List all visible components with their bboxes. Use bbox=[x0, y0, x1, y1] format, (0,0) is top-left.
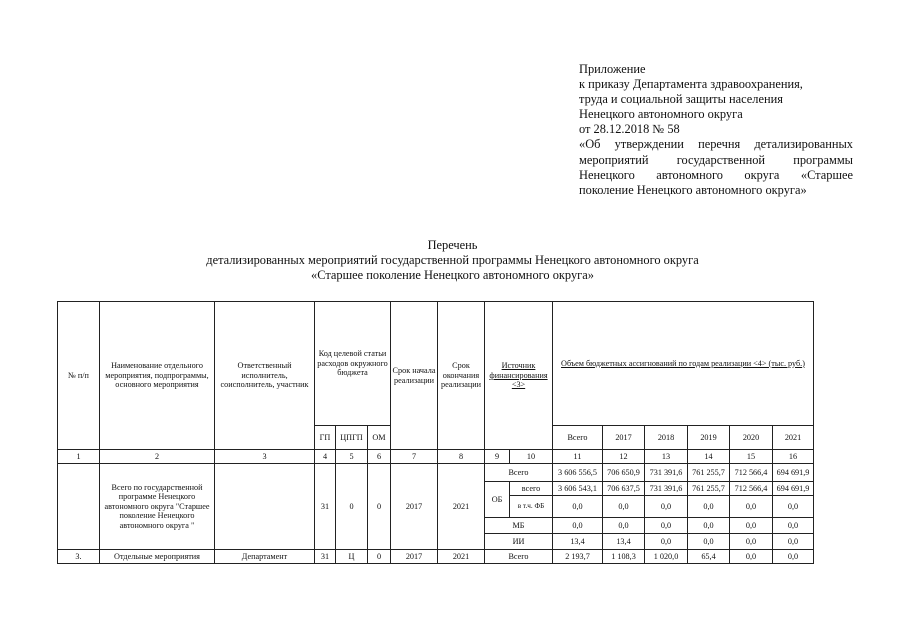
row3-gp: 31 bbox=[315, 550, 336, 564]
value-cell: 731 391,6 bbox=[645, 464, 688, 482]
col-number: 12 bbox=[603, 450, 645, 464]
value-cell: 1 108,3 bbox=[603, 550, 645, 564]
appendix-block bbox=[579, 62, 853, 198]
source-label: МБ bbox=[485, 518, 553, 534]
header-cpgp: ЦПГП bbox=[336, 426, 368, 450]
value-cell: 694 691,9 bbox=[773, 482, 814, 496]
col-number: 6 bbox=[368, 450, 391, 464]
value-cell: 0,0 bbox=[688, 534, 730, 550]
header-year: 2019 bbox=[688, 426, 730, 450]
row3-end: 2021 bbox=[438, 550, 485, 564]
value-cell: 0,0 bbox=[730, 534, 773, 550]
col-number: 14 bbox=[688, 450, 730, 464]
header-executor: Ответственный исполнитель, соисполнитель, участник bbox=[215, 302, 315, 450]
source-label: Всего bbox=[485, 464, 553, 482]
value-cell: 0,0 bbox=[603, 518, 645, 534]
header-year: 2017 bbox=[603, 426, 645, 450]
value-cell: 0,0 bbox=[730, 550, 773, 564]
value-cell: 0,0 bbox=[603, 496, 645, 518]
col-number: 15 bbox=[730, 450, 773, 464]
value-cell: 712 566,4 bbox=[730, 464, 773, 482]
header-num: № п/п bbox=[58, 302, 100, 450]
col-number: 11 bbox=[553, 450, 603, 464]
title-line: Перечень bbox=[427, 238, 478, 252]
total-om: 0 bbox=[368, 464, 391, 550]
appendix-line: Ненецкого автономного округа bbox=[579, 107, 743, 122]
value-cell: 3 606 543,1 bbox=[553, 482, 603, 496]
source-label: всего bbox=[510, 482, 553, 496]
value-cell: 0,0 bbox=[730, 496, 773, 518]
col-number: 5 bbox=[336, 450, 368, 464]
header-name: Наименование отдельного мероприятия, подпрограммы, основного мероприятия bbox=[100, 302, 215, 450]
document-title bbox=[0, 238, 905, 282]
row3-num: 3. bbox=[58, 550, 100, 564]
col-number: 13 bbox=[645, 450, 688, 464]
source-label: ИИ bbox=[485, 534, 553, 550]
value-cell: 0,0 bbox=[645, 518, 688, 534]
value-cell: 13,4 bbox=[553, 534, 603, 550]
total-end: 2021 bbox=[438, 464, 485, 550]
value-cell: 0,0 bbox=[645, 496, 688, 518]
row3-cpgp: Ц bbox=[336, 550, 368, 564]
appendix-line: Приложение bbox=[579, 62, 646, 76]
header-total: Всего bbox=[553, 426, 603, 450]
value-cell: 0,0 bbox=[773, 550, 814, 564]
row3-source: Всего bbox=[485, 550, 553, 564]
header-gp: ГП bbox=[315, 426, 336, 450]
col-number: 3 bbox=[215, 450, 315, 464]
value-cell: 13,4 bbox=[603, 534, 645, 550]
row3-om: 0 bbox=[368, 550, 391, 564]
header-code: Код целевой статьи расходов окружного бюджета bbox=[315, 302, 391, 426]
row3-name: Отдельные мероприятия bbox=[100, 550, 215, 564]
header-end: Срок окончания реализации bbox=[438, 302, 485, 450]
col-number: 9 bbox=[485, 450, 510, 464]
total-executor-cell bbox=[215, 464, 315, 550]
appendix-line: «Об утверждении перечня детализированных bbox=[579, 137, 853, 152]
measures-table bbox=[57, 301, 814, 564]
appendix-line: к приказу Департамента здравоохранения, bbox=[579, 77, 803, 92]
title-line: «Старшее поколение Ненецкого автономного округа» bbox=[311, 267, 594, 282]
header-year: 2021 bbox=[773, 426, 814, 450]
value-cell: 65,4 bbox=[688, 550, 730, 564]
total-start: 2017 bbox=[391, 464, 438, 550]
value-cell: 706 650,9 bbox=[603, 464, 645, 482]
ob-label: ОБ bbox=[485, 482, 510, 518]
value-cell: 0,0 bbox=[553, 518, 603, 534]
value-cell: 0,0 bbox=[688, 518, 730, 534]
value-cell: 0,0 bbox=[688, 496, 730, 518]
appendix-line: труда и социальной защиты населения bbox=[579, 92, 783, 107]
header-year: 2020 bbox=[730, 426, 773, 450]
header-start: Срок начала реализации bbox=[391, 302, 438, 450]
appendix-line: Ненецкого автономного округа «Старшее bbox=[579, 167, 853, 182]
row3-start: 2017 bbox=[391, 550, 438, 564]
col-number: 4 bbox=[315, 450, 336, 464]
total-program-name: Всего по государственной программе Ненецкого автономного округа "Старшее поколение Ненецкого автономного округа " bbox=[100, 464, 215, 550]
value-cell: 0,0 bbox=[773, 534, 814, 550]
source-label: в т.ч. ФБ bbox=[510, 496, 553, 518]
row3-executor: Департамент bbox=[215, 550, 315, 564]
col-number: 16 bbox=[773, 450, 814, 464]
value-cell: 2 193,7 bbox=[553, 550, 603, 564]
appendix-line: мероприятий государственной программы bbox=[579, 152, 853, 167]
value-cell: 761 255,7 bbox=[688, 482, 730, 496]
appendix-line: от 28.12.2018 № 58 bbox=[579, 122, 680, 137]
header-budget: Объем бюджетных ассигнований по годам реализации <4> (тыс. руб.) bbox=[553, 302, 814, 426]
value-cell: 731 391,6 bbox=[645, 482, 688, 496]
appendix-line: поколение Ненецкого автономного округа» bbox=[579, 182, 807, 197]
col-number: 1 bbox=[58, 450, 100, 464]
value-cell: 706 637,5 bbox=[603, 482, 645, 496]
col-number: 8 bbox=[438, 450, 485, 464]
header-sources: Источник финансирования <3> bbox=[485, 302, 553, 450]
value-cell: 0,0 bbox=[730, 518, 773, 534]
value-cell: 0,0 bbox=[773, 518, 814, 534]
value-cell: 712 566,4 bbox=[730, 482, 773, 496]
total-cpgp: 0 bbox=[336, 464, 368, 550]
value-cell: 0,0 bbox=[645, 534, 688, 550]
value-cell: 761 255,7 bbox=[688, 464, 730, 482]
col-number: 10 bbox=[510, 450, 553, 464]
total-num-cell bbox=[58, 464, 100, 550]
col-number: 7 bbox=[391, 450, 438, 464]
value-cell: 694 691,9 bbox=[773, 464, 814, 482]
title-line: детализированных мероприятий государственной программы Ненецкого автономного округа bbox=[206, 252, 699, 267]
value-cell: 0,0 bbox=[553, 496, 603, 518]
value-cell: 0,0 bbox=[773, 496, 814, 518]
total-gp: 31 bbox=[315, 464, 336, 550]
col-number: 2 bbox=[100, 450, 215, 464]
value-cell: 3 606 556,5 bbox=[553, 464, 603, 482]
value-cell: 1 020,0 bbox=[645, 550, 688, 564]
header-year: 2018 bbox=[645, 426, 688, 450]
header-om: ОМ bbox=[368, 426, 391, 450]
